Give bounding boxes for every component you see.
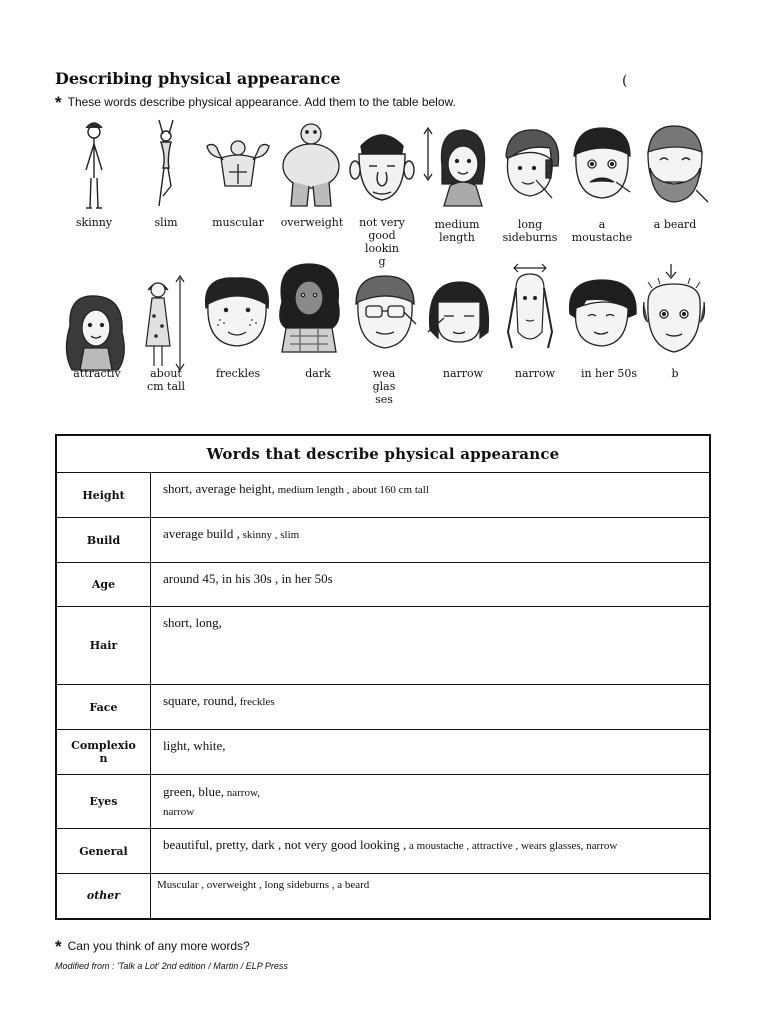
table-row [56,563,710,607]
girl-height-icon [140,276,186,372]
freckles-face-icon [202,274,272,350]
row-value: around 45, in his 30s , in her 50s [151,563,711,607]
table-row [56,518,710,563]
dark-woman-icon [276,262,342,354]
caption: long sideburns [502,218,558,244]
row-label: Build [56,518,151,563]
appearance-table [55,434,711,920]
row-label: General [56,829,151,874]
more-words-question [55,935,250,955]
caption: dark [305,367,331,380]
caption: overweight [280,216,344,229]
caption: wea glas ses [372,367,396,406]
caption: skinny [75,216,113,229]
narrow-eyes-face-icon [424,280,494,346]
row-label: Face [56,685,151,730]
row-value: square, round, freckles [151,685,711,730]
question-text: Can you think of any more words? [67,939,250,953]
skinny-person-icon [72,118,116,214]
row-value: light, white, [151,730,711,775]
sideburns-face-icon [494,126,564,204]
row-value: green, blue, narrow, narrow [151,775,711,829]
moustache-face-icon [568,126,638,204]
row-value: short, long, [151,607,711,685]
plain-face-icon [345,126,419,206]
caption: freckles [215,367,261,380]
caption: b [671,367,679,380]
caption: medium length [434,218,480,244]
caption: not very good lookin g [359,216,405,268]
row-label: Eyes [56,775,151,829]
caption: narrow [514,367,556,380]
caption: slim [154,216,178,229]
beard-face-icon [640,124,710,206]
table-row [56,829,710,874]
row-value: short, average height, medium length , about 160 cm tall [151,473,711,518]
row-label: Age [56,563,151,607]
row-label: Hair [56,607,151,685]
muscular-person-icon [203,134,273,196]
instruction [55,91,456,111]
glasses-face-icon [350,274,420,352]
row-value: beautiful, pretty, dark , not very good looking , a moustache , attractive , wears glasses, narrow [151,829,711,874]
slim-person-icon [143,118,187,214]
caption: narrow [442,367,484,380]
table-row [56,685,710,730]
instruction-text: These words describe physical appearance. Add them to the table below. [67,95,456,109]
star-bullet: * [55,93,62,112]
page-title: Describing physical appearance [55,69,341,88]
attractive-woman-icon [58,292,130,372]
narrow-face-icon [498,262,562,354]
row-value: Muscular , overweight , long sideburns , a beard [151,874,711,919]
row-value: average build , skinny , slim [151,518,711,563]
row-label: other [56,874,151,919]
caption: a beard [653,218,697,231]
caption: in her 50s [580,367,638,380]
caption: muscular [212,216,264,229]
title-paren: ( [622,73,628,89]
bald-face-icon [638,262,710,356]
row-label: Height [56,473,151,518]
table-row [56,730,710,775]
caption: attractiv [73,367,121,380]
table-row [56,874,710,919]
medium-hair-face-icon [420,126,490,208]
row-label: Complexio n [56,730,151,775]
star-bullet: * [55,937,62,956]
table-row [56,775,710,829]
overweight-person-icon [277,120,345,210]
table-row [56,607,710,685]
caption: about cm tall [146,367,186,393]
source-credit: Modified from : 'Talk a Lot' 2nd edition / Martin / ELP Press [55,961,288,971]
table-row [56,473,710,518]
caption: a moustache [571,218,633,244]
woman-50s-face-icon [566,278,638,348]
table-heading: Words that describe physical appearance [56,435,710,473]
